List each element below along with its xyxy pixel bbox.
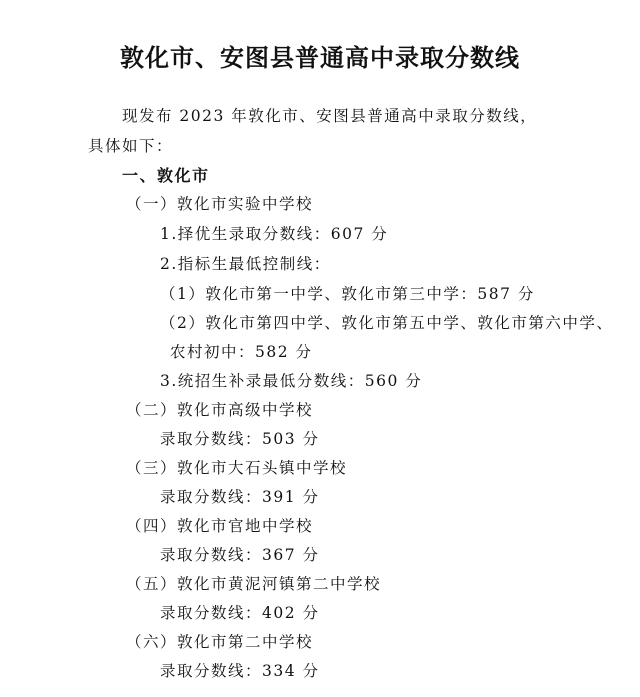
school-1-line-3: （1）敦化市第一中学、敦化市第三中学：587 分 xyxy=(160,285,535,303)
school-5-name: （五）敦化市黄泥河镇第二中学校 xyxy=(126,575,382,593)
school-6-name: （六）敦化市第二中学校 xyxy=(126,633,314,651)
school-1-line-2: 2.指标生最低控制线： xyxy=(160,255,331,273)
school-2-name: （二）敦化市高级中学校 xyxy=(126,401,314,419)
section-heading-dunhua: 一、敦化市 xyxy=(122,166,210,185)
school-5-score: 录取分数线：402 分 xyxy=(160,604,320,622)
school-3-score: 录取分数线：391 分 xyxy=(160,488,320,506)
school-4-name: （四）敦化市官地中学校 xyxy=(126,517,314,535)
school-1-line-4: （2）敦化市第四中学、敦化市第五中学、敦化市第六中学、 xyxy=(160,314,614,332)
document-title: 敦化市、安图县普通高中录取分数线 xyxy=(120,44,520,72)
school-3-name: （三）敦化市大石头镇中学校 xyxy=(126,459,348,477)
school-1-line-1: 1.择优生录取分数线：607 分 xyxy=(160,225,389,243)
school-1-name: （一）敦化市实验中学校 xyxy=(126,195,314,213)
school-1-line-5: 农村初中：582 分 xyxy=(170,343,313,361)
school-6-score: 录取分数线：334 分 xyxy=(160,662,320,680)
school-2-score: 录取分数线：503 分 xyxy=(160,430,320,448)
intro-line-2: 具体如下： xyxy=(88,137,174,155)
intro-line-1: 现发布 2023 年敦化市、安图县普通高中录取分数线， xyxy=(122,107,538,125)
school-4-score: 录取分数线：367 分 xyxy=(160,546,320,564)
school-1-line-6: 3.统招生补录最低分数线：560 分 xyxy=(160,372,423,390)
